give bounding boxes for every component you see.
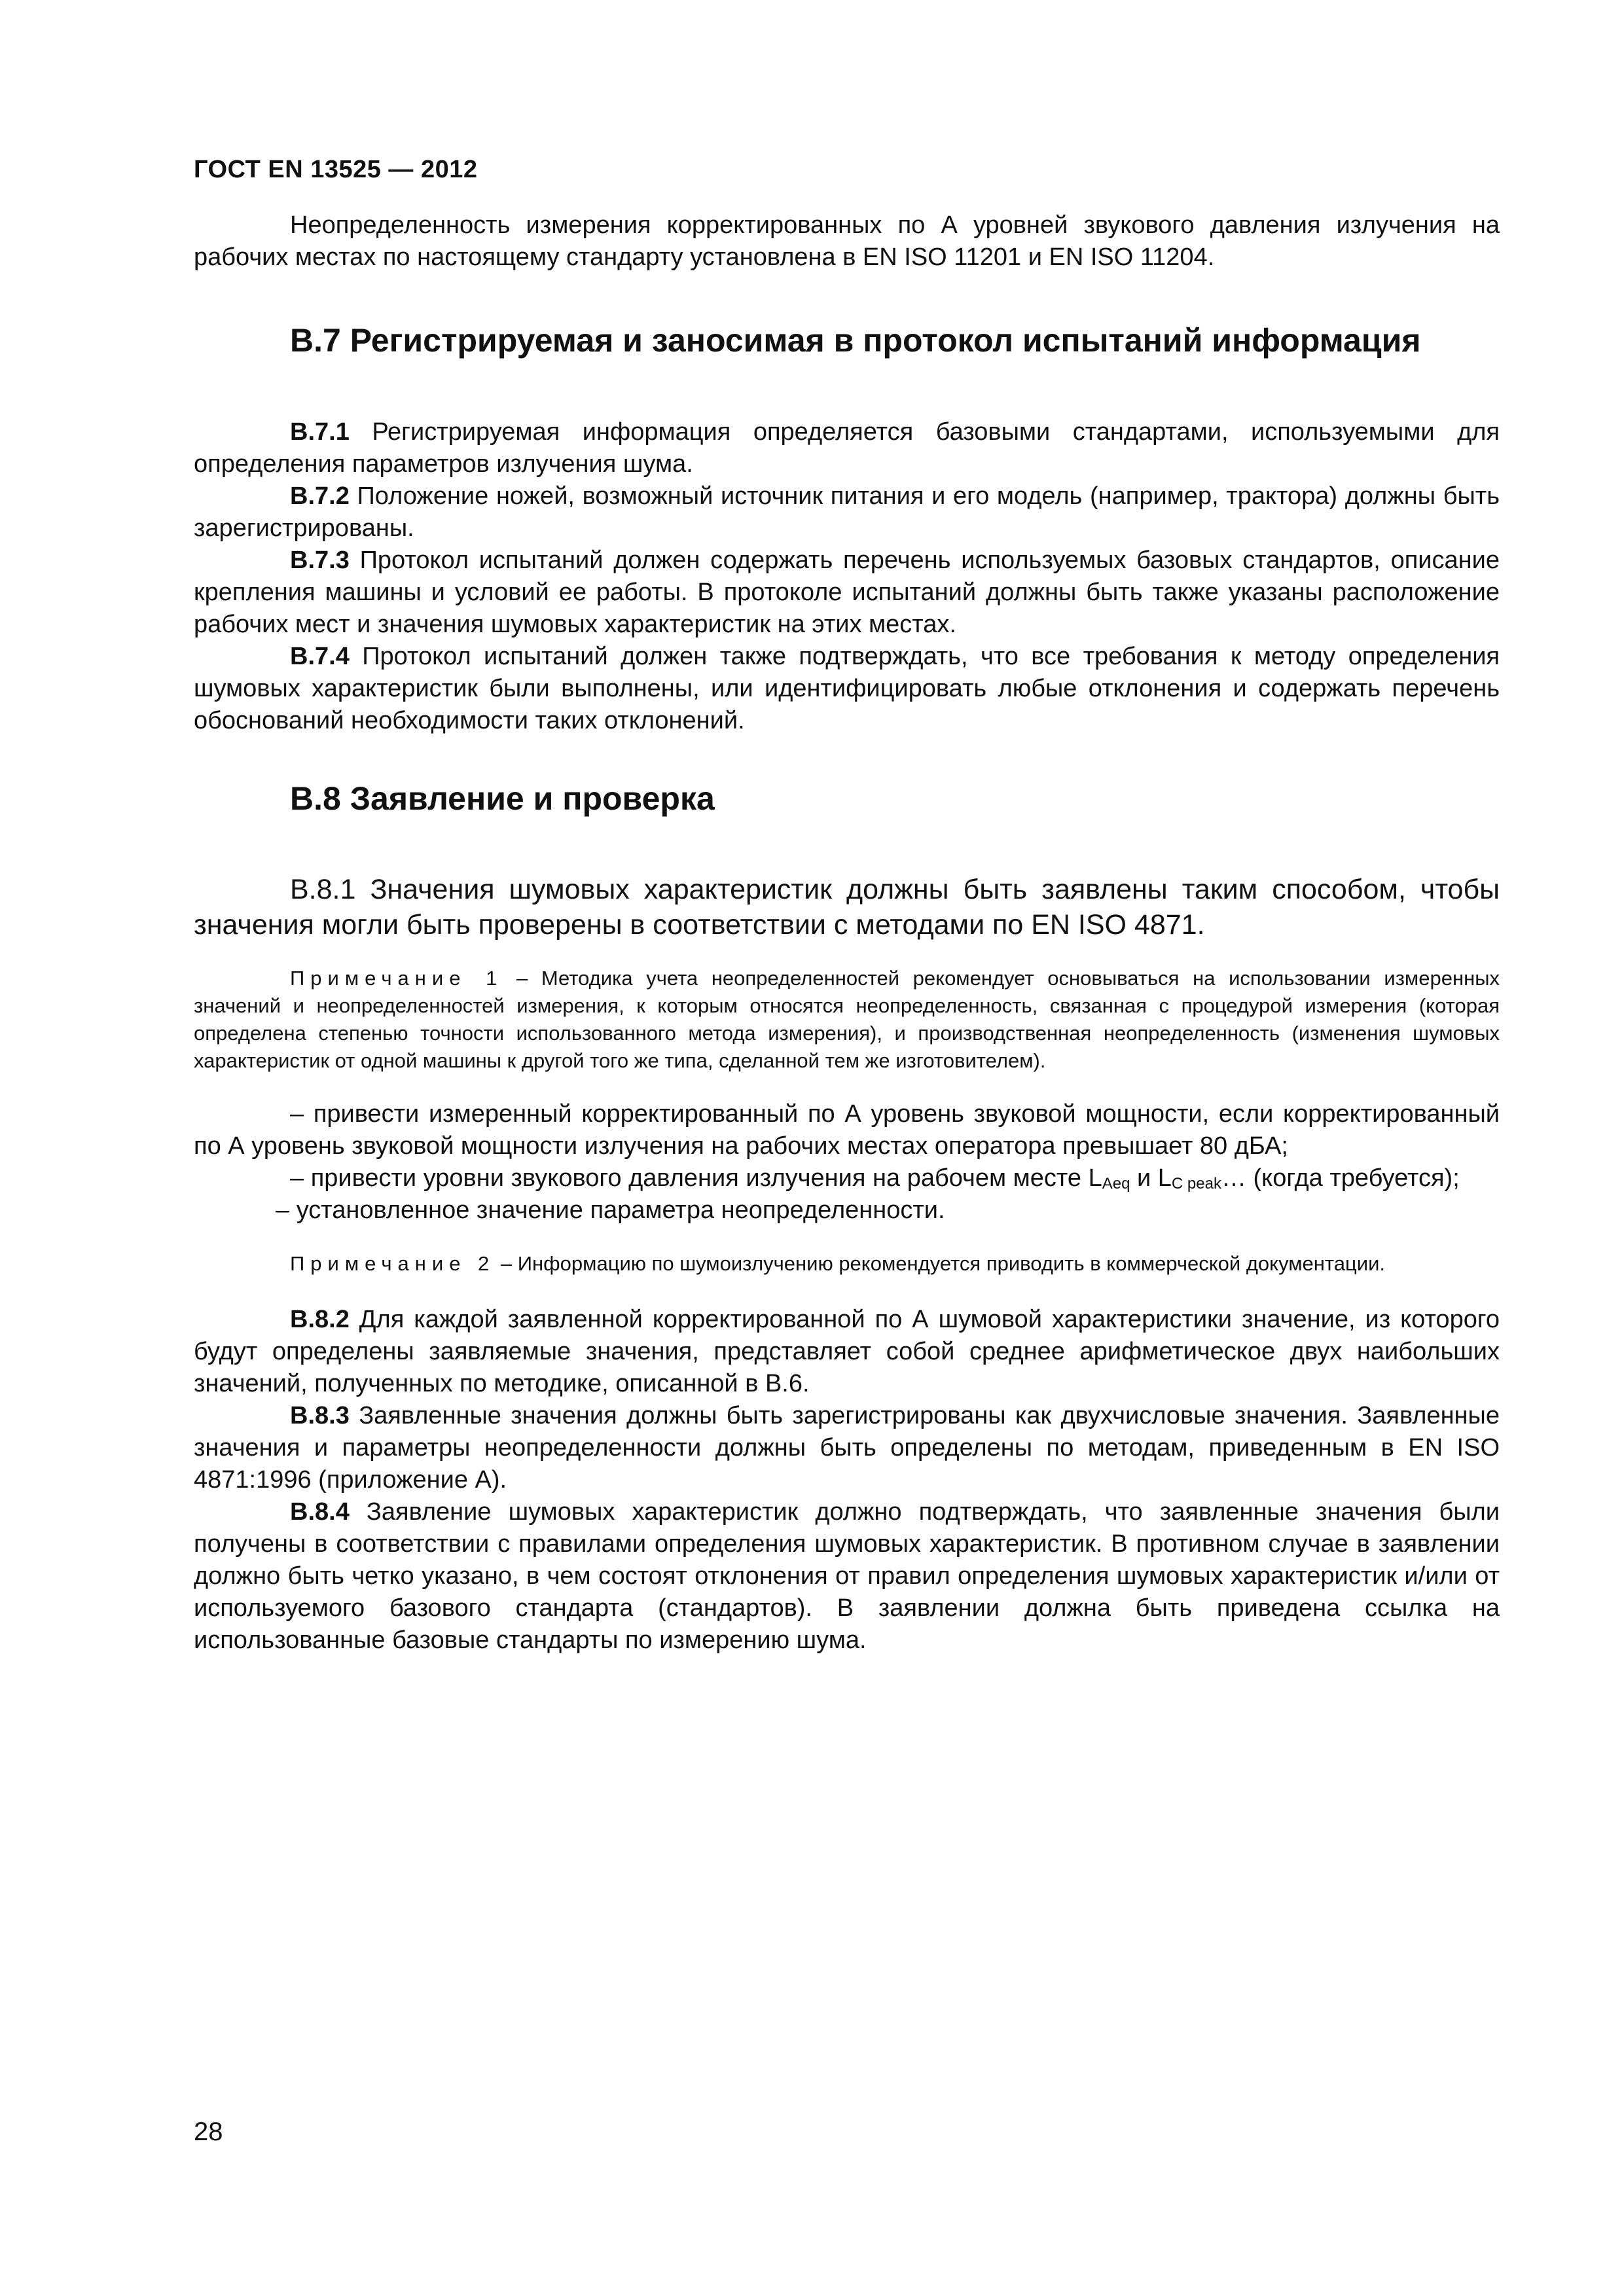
list-item-dash-2: [194, 1162, 1500, 1194]
clause-text: Заявление шумовых характеристик должно подтверждать, что заявленные значения были получены в соответствии с правилами определения шумовых характеристик. В противном случае в заявлении должно быть четко указано, в чем состоят отклонения от правил определения шумовых характеристик и/или от используемого базового стандарта (стандартов). В заявлении должна быть приведена ссылка на использованные базовые стандарты по измерению шума.: [194, 1498, 1500, 1654]
clause-b8-3: [194, 1400, 1500, 1496]
clause-b7-3: [194, 545, 1500, 641]
clause-b7-4: [194, 641, 1500, 737]
clause-b7-2: [194, 480, 1500, 545]
clause-b8-1: [194, 872, 1500, 942]
clause-number: В.7.3: [290, 547, 350, 574]
dash-text: … (когда требуется);: [1221, 1164, 1460, 1192]
clause-number: В.7.4: [290, 643, 350, 670]
note-label: Примечание 1: [290, 967, 503, 990]
subscript-aeq: Aeq: [1102, 1175, 1130, 1193]
list-item-dash-1: – привести измеренный корректированный по А уровень звуковой мощности, если корректированный по А уровень звуковой мощности излучения на рабочих местах оператора превышает 80 дБА;: [194, 1100, 1500, 1160]
section-heading-b7: В.7 Регистрируемая и заносимая в протокол испытаний информация: [290, 322, 1421, 359]
section-heading-b8: В.8 Заявление и проверка: [290, 780, 715, 817]
dash-text: и L: [1130, 1164, 1172, 1192]
note-label: Примечание 2: [290, 1252, 496, 1275]
page-content: [194, 209, 1500, 1657]
clause-text: Для каждой заявленной корректированной по А шумовой характеристики значение, из которого будут определены заявляемые значения, представляет собой среднее арифметическое двух наибольших значений, полученных по методике, описанной в В.6.: [194, 1306, 1500, 1397]
clause-text: Положение ножей, возможный источник питания и его модель (например, трактора) должны быть зарегистрированы.: [194, 482, 1500, 542]
clause-number: В.8.3: [290, 1402, 350, 1429]
document-header: ГОСТ EN 13525 — 2012: [194, 156, 478, 183]
note-2: [194, 1250, 1500, 1278]
note-text: – Информацию по шумоизлучению рекомендуется приводить в коммерческой документации.: [495, 1252, 1385, 1275]
note-text: – Методика учета неопределенностей рекомендует основываться на использовании измеренных значений и неопределенностей измерения, к которым относятся неопределенность, связанная с процедурой измерения (которая определена степенью точности использованного метода измерения), и производственная неопределенность (изменения шумовых характеристик от одной машины к другой того же типа, сделанной тем же изготовителем).: [194, 967, 1500, 1072]
clause-text: Регистрируемая информация определяется базовыми стандартами, используемыми для определения параметров излучения шума.: [194, 418, 1500, 478]
note-1: [194, 965, 1500, 1075]
intro-paragraph: Неопределенность измерения корректированных по А уровней звукового давления излучения на рабочих местах по настоящему стандарту установлена в EN ISO 11201 и EN ISO 11204.: [194, 211, 1500, 271]
list-item-dash-3: – установленное значение параметра неопределенности.: [276, 1196, 945, 1224]
clause-number: В.7.1: [290, 418, 350, 446]
clause-number: В.8.2: [290, 1306, 350, 1333]
page-number: 28: [194, 2117, 223, 2146]
clause-b8-4: [194, 1496, 1500, 1657]
dash-text: – привести уровни звукового давления излучения на рабочем месте L: [290, 1164, 1102, 1192]
clause-b8-2: [194, 1304, 1500, 1400]
subscript-cpeak: C peak: [1171, 1175, 1221, 1193]
clause-number: В.8.1: [290, 874, 356, 905]
clause-text: Заявленные значения должны быть зарегистрированы как двухчисловые значения. Заявленные значения и параметры неопределенности должны быть определены по методам, приведенным в EN ISO 4871:1996 (приложение А).: [194, 1402, 1500, 1494]
clause-text: Значения шумовых характеристик должны быть заявлены таким способом, чтобы значения могли быть проверены в соответствии с методами по EN ISO 4871.: [194, 874, 1500, 941]
clause-b7-1: [194, 416, 1500, 480]
clause-number: В.7.2: [290, 482, 350, 510]
clause-text: Протокол испытаний должен содержать перечень используемых базовых стандартов, описание крепления машины и условий ее работы. В протоколе испытаний должны быть также указаны расположение рабочих мест и значения шумовых характеристик на этих местах.: [194, 547, 1500, 638]
clause-text: Протокол испытаний должен также подтверждать, что все требования к методу определения шумовых характеристик были выполнены, или идентифицировать любые отклонения и содержать перечень обоснований необходимости таких отклонений.: [194, 643, 1500, 734]
clause-number: В.8.4: [290, 1498, 350, 1526]
